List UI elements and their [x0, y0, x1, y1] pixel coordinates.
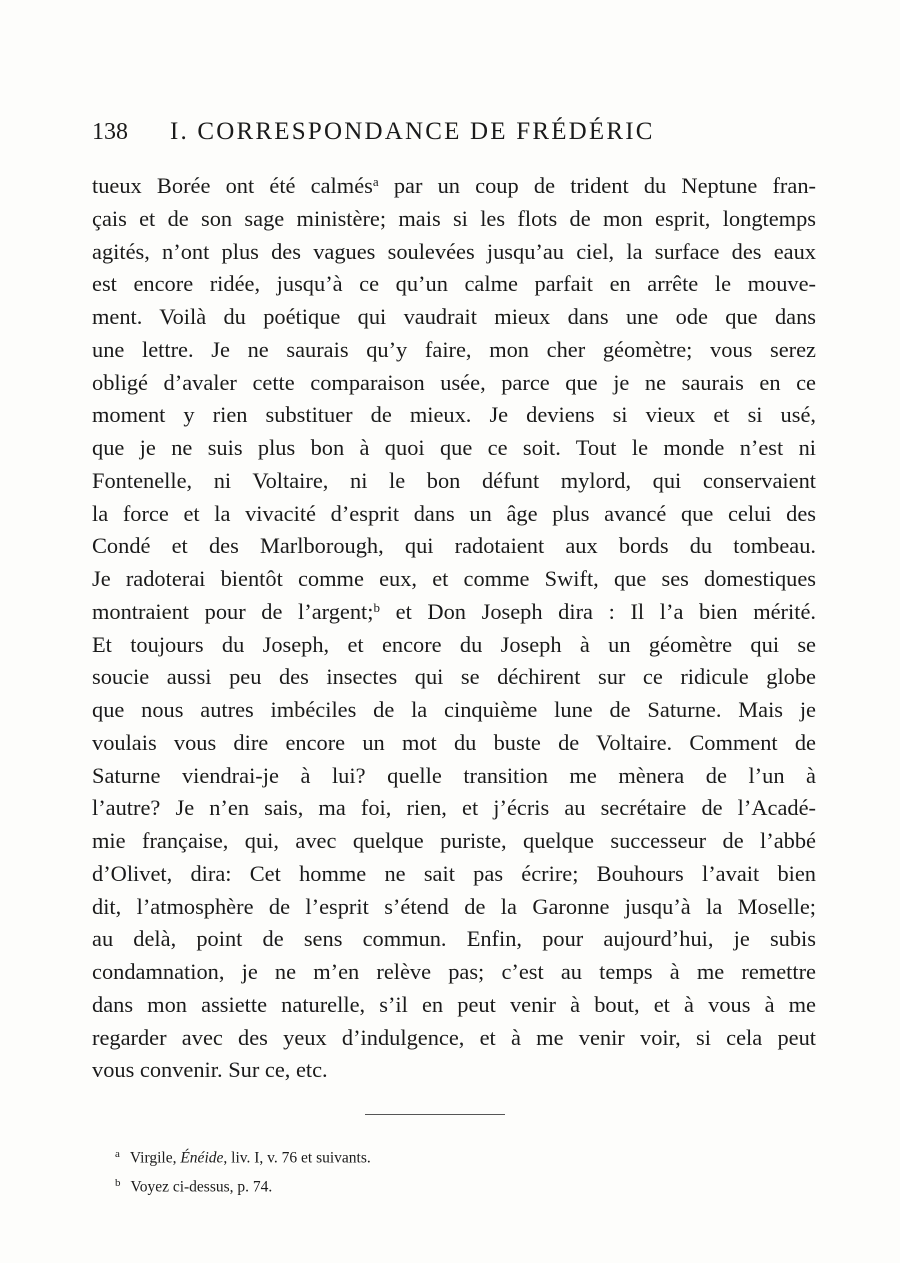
text-segment: une lettre. Je ne saurais qu’y faire, mon cher géomètre; vous serez [92, 336, 816, 362]
text-segment: est encore ridée, jusqu’à ce qu’un calme parfait en arrête le mouve- [92, 271, 816, 297]
footnote-text: Virgile, [129, 1149, 181, 1167]
text-line [92, 858, 816, 891]
text-line [92, 465, 816, 498]
text-line [92, 170, 816, 203]
footnote-rule [365, 1114, 505, 1115]
text-segment: d’Olivet, dira: Cet homme ne sait pas écrire; Bouhours l’avait bien [92, 860, 816, 886]
text-segment: moment y rien substituer de mieux. Je deviens si vieux et si usé, [92, 402, 816, 428]
text-segment: vous convenir. Sur ce, etc. [92, 1057, 328, 1083]
text-line [92, 367, 816, 400]
text-segment: l’autre? Je n’en sais, ma foi, rien, et j’écris au secrétaire de l’Acadé- [92, 795, 816, 821]
text-segment: au delà, point de sens commun. Enfin, pour aujourd’hui, je subis [92, 926, 816, 952]
footnotes [115, 1142, 371, 1199]
text-line [92, 825, 816, 858]
footnote [115, 1142, 371, 1171]
text-line [92, 498, 816, 531]
text-segment: Condé et des Marlborough, qui radotaient aux bords du tombeau. [92, 533, 816, 559]
text-segment: agités, n’ont plus des vagues soulevées jusqu’au ciel, la surface des eaux [92, 238, 816, 264]
text-segment: que je ne suis plus bon à quoi que ce soit. Tout le monde n’est ni [92, 435, 816, 460]
footnote [115, 1171, 371, 1200]
text-segment: mie française, qui, avec quelque puriste, quelque successeur de l’abbé [92, 828, 816, 853]
text-line [92, 334, 816, 367]
text-segment: Saturne viendrai-je à lui? quelle transition me mènera de l’un à [92, 762, 816, 788]
footnote-mark: a [115, 1148, 120, 1160]
text-line [92, 629, 816, 662]
text-segment: par un coup de trident du Neptune fran- [378, 173, 816, 198]
footnote-text: , liv. I, v. 76 et suivants. [223, 1149, 371, 1167]
running-title: I. CORRESPONDANCE DE FRÉDÉRIC [170, 118, 655, 145]
footnote-reference: a [372, 173, 379, 189]
text-line [92, 268, 816, 301]
text-segment: montraient pour de l’argent; [92, 598, 374, 624]
footnote-reference: b [373, 599, 380, 615]
text-segment: tueux Borée ont été calmés [92, 173, 373, 198]
footnote-text: Voyez ci-dessus, p. 74. [130, 1178, 273, 1195]
text-line [92, 727, 816, 760]
text-line [92, 694, 816, 727]
text-line [92, 596, 816, 629]
text-line [92, 563, 816, 596]
text-segment: voulais vous dire encore un mot du buste de Voltaire. Comment de [92, 729, 816, 755]
text-segment: dit, l’atmosphère de l’esprit s’étend de la Garonne jusqu’à la Moselle; [92, 893, 816, 919]
text-line [92, 432, 816, 465]
text-line [92, 792, 816, 825]
text-line [92, 1022, 816, 1055]
text-line [92, 923, 816, 956]
text-line [92, 301, 816, 334]
text-line [92, 989, 816, 1022]
text-segment: ment. Voilà du poétique qui vaudrait mieux dans une ode que dans [92, 304, 816, 329]
text-segment: Je radoterai bientôt comme eux, et comme Swift, que ses domestiques [92, 566, 816, 591]
text-line [92, 661, 816, 694]
letter-text [92, 170, 816, 1087]
text-segment: regarder avec des yeux d’indulgence, et à me venir voir, si cela peut [92, 1024, 816, 1050]
page-number: 138 [92, 119, 128, 145]
text-segment: la force et la vivacité d’esprit dans un âge plus avancé que celui des [92, 500, 816, 526]
text-line [92, 530, 816, 563]
footnote-work-title: Énéide [180, 1149, 224, 1167]
page [92, 118, 816, 1087]
text-segment: çais et de son sage ministère; mais si les flots de mon esprit, longtemps [92, 205, 816, 231]
text-segment: Fontenelle, ni Voltaire, ni le bon défunt mylord, qui conservaient [92, 467, 816, 493]
text-segment: obligé d’avaler cette comparaison usée, parce que je ne saurais en ce [92, 369, 816, 395]
text-segment: Et toujours du Joseph, et encore du Joseph à un géomètre qui se [92, 631, 816, 657]
text-segment: et Don Joseph dira : Il l’a bien mérité. [380, 598, 816, 624]
text-segment: soucie aussi peu des insectes qui se déchirent sur ce ridicule globe [92, 664, 816, 690]
text-line [92, 399, 816, 432]
text-line [92, 1054, 816, 1087]
running-head [92, 118, 816, 158]
text-line [92, 956, 816, 989]
footnote-mark: b [115, 1176, 121, 1189]
text-segment: que nous autres imbéciles de la cinquième lune de Saturne. Mais je [92, 697, 816, 722]
text-line [92, 203, 816, 236]
text-segment: dans mon assiette naturelle, s’il en peut venir à bout, et à vous à me [92, 991, 816, 1017]
text-line [92, 236, 816, 269]
text-segment: condamnation, je ne m’en relève pas; c’est au temps à me remettre [92, 959, 816, 984]
text-line [92, 760, 816, 793]
text-line [92, 891, 816, 924]
